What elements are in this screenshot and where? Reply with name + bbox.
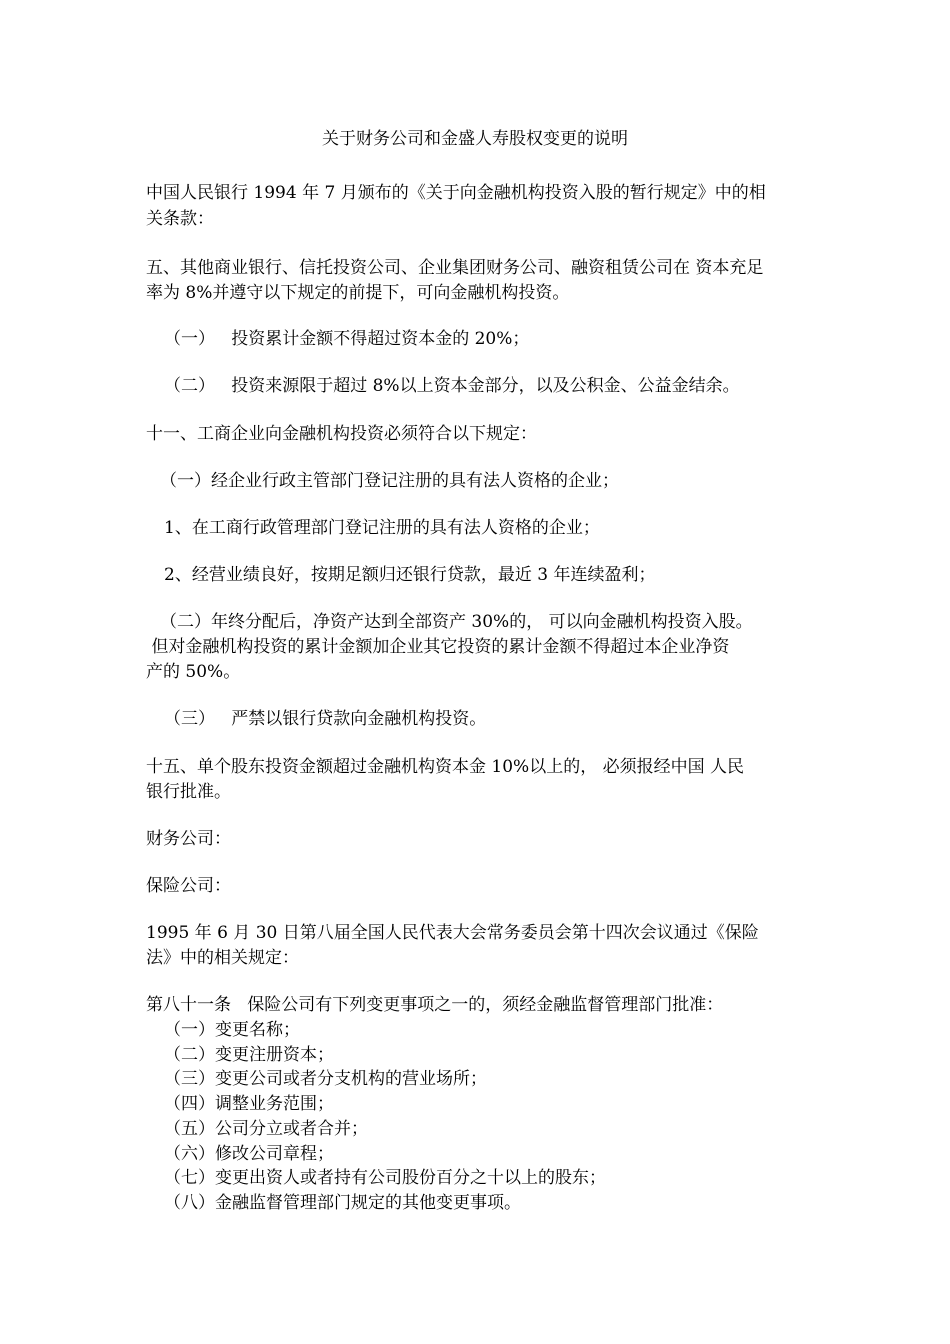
article-11-item-2-line3: 产的 50%。 — [146, 662, 241, 682]
article-81-heading: 第八十一条 保险公司有下列变更事项之一的，须经金融监督管理部门批准： — [146, 995, 724, 1015]
document-title: 关于财务公司和金盛人寿股权变更的说明 — [322, 129, 628, 149]
article-11-sub-2: 2、经营业绩良好，按期足额归还银行贷款，最近 3 年连续盈利； — [164, 565, 656, 585]
finance-company-label: 财务公司： — [146, 829, 231, 849]
list-item: （三）变更公司或者分支机构的营业场所； — [164, 1069, 487, 1089]
article-11-item-2-line1: （二）年终分配后，净资产达到全部资产 30%的， 可以向金融机构投资入股。 — [160, 612, 753, 632]
list-item: （六）修改公司章程； — [164, 1144, 334, 1164]
list-item: （四）调整业务范围； — [164, 1094, 334, 1114]
article-5-line2: 率为 8%并遵守以下规定的前提下，可向金融机构投资。 — [146, 283, 570, 303]
article-11-heading: 十一、工商企业向金融机构投资必须符合以下规定： — [146, 424, 537, 444]
list-item: （五）公司分立或者合并； — [164, 1119, 368, 1139]
insurance-law-intro-line2: 法》中的相关规定： — [146, 948, 299, 968]
list-item: （一）变更名称； — [164, 1020, 300, 1040]
article-15-line2: 银行批准。 — [146, 782, 231, 802]
paragraph-intro-line1: 中国人民银行 1994 年 7 月颁布的《关于向金融机构投资入股的暂行规定》中的相 — [146, 183, 766, 203]
list-item: （二）变更注册资本； — [164, 1045, 334, 1065]
article-5-item-2: （二） 投资来源限于超过 8%以上资本金部分，以及公积金、公益金结余。 — [164, 376, 740, 396]
article-11-item-1: （一）经企业行政主管部门登记注册的具有法人资格的企业； — [160, 471, 619, 491]
insurance-company-label: 保险公司： — [146, 876, 231, 896]
article-11-item-2-line2: 但对金融机构投资的累计金额加企业其它投资的累计金额不得超过本企业净资 — [146, 637, 730, 657]
insurance-law-intro-line1: 1995 年 6 月 30 日第八届全国人民代表大会常务委员会第十四次会议通过《保险 — [146, 923, 759, 943]
article-11-item-3: （三） 严禁以银行贷款向金融机构投资。 — [164, 709, 487, 729]
article-5-item-1: （一） 投资累计金额不得超过资本金的 20%； — [164, 329, 530, 349]
list-item: （八）金融监督管理部门规定的其他变更事项。 — [164, 1193, 521, 1213]
article-11-sub-1: 1、在工商行政管理部门登记注册的具有法人资格的企业； — [164, 518, 600, 538]
paragraph-intro-line2: 关条款： — [146, 209, 214, 229]
article-15-line1: 十五、单个股东投资金额超过金融机构资本金 10%以上的， 必须报经中国 人民 — [146, 757, 744, 777]
list-item: （七）变更出资人或者持有公司股份百分之十以上的股东； — [164, 1168, 606, 1188]
article-5-line1: 五、其他商业银行、信托投资公司、企业集团财务公司、融资租赁公司在 资本充足 — [146, 258, 764, 278]
